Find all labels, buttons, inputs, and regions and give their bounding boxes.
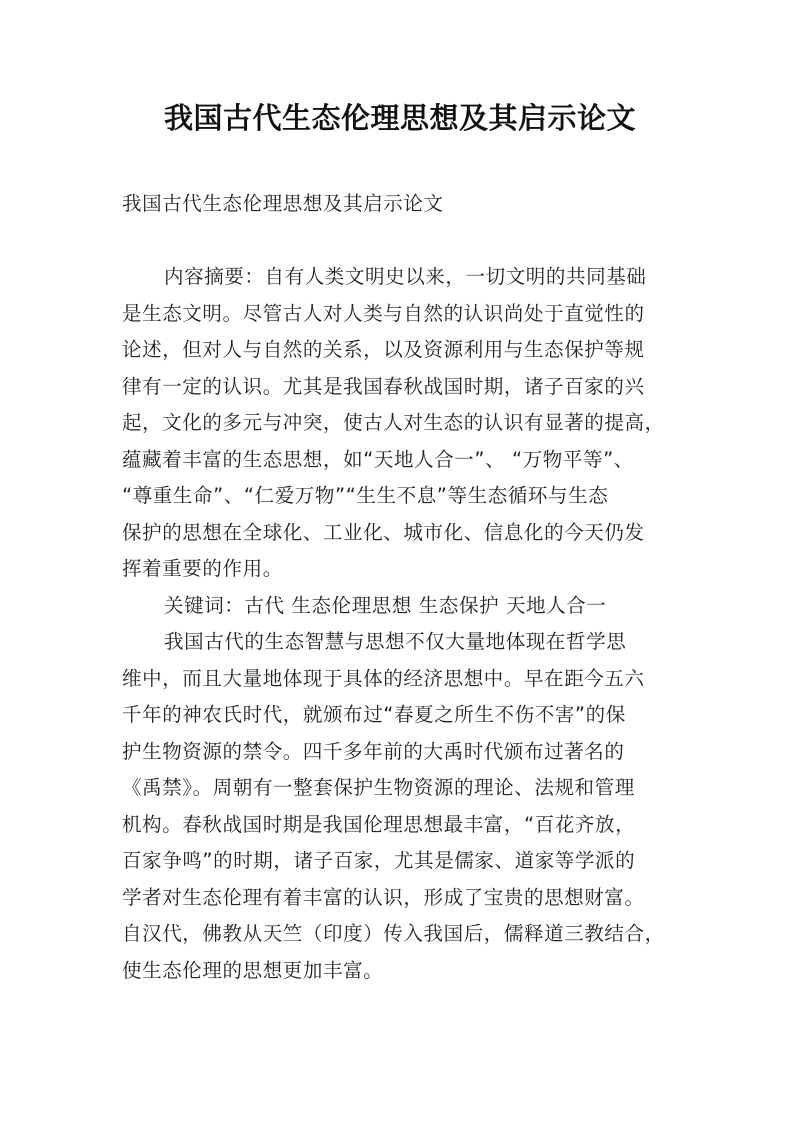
abstract-line: 律有一定的认识。尤其是我国春秋战国时期，诸子百家的兴 (122, 374, 645, 398)
keywords-line: 关键词：古代 生态伦理思想 生态保护 天地人合一 (164, 593, 607, 617)
paragraph-line: 机构。春秋战国时期是我国伦理思想最丰富，“百花齐放， (122, 812, 636, 836)
abstract-line: 挥着重要的作用。 (122, 557, 283, 580)
abstract-line: 起，文化的多元与冲突，使古人对生态的认识有显著的提高， (122, 411, 665, 434)
abstract-line: 内容摘要：自有人类文明史以来，一切文明的共同基础 (164, 265, 647, 288)
paragraph-line: 使生态伦理的思想更加丰富。 (122, 958, 384, 982)
document-title: 我国古代生态伦理思想及其启示论文 (163, 101, 636, 135)
paragraph-line: 护生物资源的禁令。四千多年前的大禹时代颁布过著名的 (122, 739, 625, 763)
abstract-line: 保护的思想在全球化、工业化、城市化、信息化的今天仍发 (122, 520, 645, 544)
abstract-line: 论述，但对人与自然的关系，以及资源利用与生态保护等规 (122, 338, 645, 361)
paragraph-line: 《禹禁》。周朝有一整套保护生物资源的理论、法规和管理 (122, 776, 635, 799)
document-subtitle: 我国古代生态伦理思想及其启示论文 (122, 192, 444, 215)
paragraph-line: 千年的神农氏时代，就颁布过“春夏之所生不伤不害”的保 (122, 703, 626, 726)
paragraph-line: 维中，而且大量地体现于具体的经济思想中。早在距今五六 (122, 666, 645, 690)
abstract-line: 是生态文明。尽管古人对人类与自然的认识尚处于直觉性的 (122, 301, 645, 325)
paragraph-line: 自汉代，佛教从天竺（印度）传入我国后，儒释道三教结合， (122, 922, 665, 945)
paragraph-line: 百家争鸣”的时期，诸子百家，尤其是儒家、道家等学派的 (122, 849, 636, 872)
abstract-line: “尊重生命”、“仁爱万物”“生生不息”等生态循环与生态 (122, 484, 609, 507)
paragraph-line: 我国古代的生态智慧与思想不仅大量地体现在哲学思 (164, 630, 627, 653)
paragraph-line: 学者对生态伦理有着丰富的认识，形成了宝贵的思想财富。 (122, 885, 645, 909)
abstract-line: 蕴藏着丰富的生态思想，如“天地人合一”、 “万物平等”、 (122, 447, 634, 471)
document-body (122, 259, 692, 989)
